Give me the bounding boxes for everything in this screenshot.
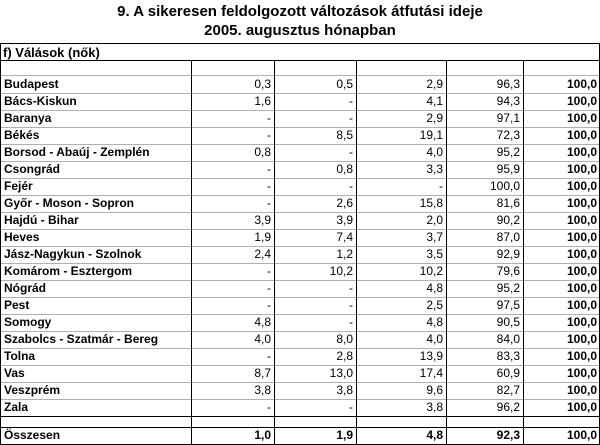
value-cell-1: - — [267, 298, 271, 312]
value-cell-5: 100,0 — [566, 281, 597, 295]
county-name-cell: Heves — [4, 230, 40, 244]
value-cell-2: 1,2 — [336, 247, 353, 261]
value-cell-5: 100,0 — [566, 400, 597, 414]
value-cell-5: 100,0 — [566, 315, 597, 329]
value-cell-5: 100,0 — [566, 264, 597, 278]
value-cell-4: 79,6 — [496, 264, 520, 278]
value-cell-2: 7,4 — [336, 230, 353, 244]
county-name-cell: Csongrád — [4, 162, 61, 176]
value-cell-2: - — [349, 145, 353, 159]
county-name-cell: Budapest — [4, 77, 59, 91]
report-period: 2005. augusztus hónapban — [204, 22, 396, 39]
value-cell-2: 3,9 — [336, 213, 353, 227]
column-border — [523, 60, 524, 444]
value-cell-3: - — [439, 179, 443, 193]
county-name-cell: Jász-Nagykun - Szolnok — [4, 247, 142, 261]
row-divider — [0, 43, 600, 44]
value-cell-1: 3,8 — [254, 383, 271, 397]
value-cell-2: 2,8 — [336, 349, 353, 363]
value-cell-2: 3,8 — [336, 383, 353, 397]
value-cell-3: 13,9 — [419, 349, 443, 363]
value-cell-1: - — [267, 400, 271, 414]
value-cell-1: 8,7 — [254, 366, 271, 380]
table-row — [0, 314, 600, 331]
value-cell-5: 100,0 — [566, 179, 597, 193]
value-cell-5: 100,0 — [566, 428, 597, 442]
table-subtitle: f) Válások (nők) — [3, 45, 100, 60]
value-cell-3: 15,8 — [419, 196, 443, 210]
value-cell-5: 100,0 — [566, 111, 597, 125]
value-cell-2: - — [349, 111, 353, 125]
report-title: 9. A sikeresen feldolgozott változások átfutási ideje — [117, 3, 483, 20]
value-cell-5: 100,0 — [566, 247, 597, 261]
value-cell-3: 4,0 — [426, 145, 443, 159]
county-name-cell: Komárom - Esztergom — [4, 264, 133, 278]
value-cell-4: 95,2 — [496, 281, 520, 295]
value-cell-4: 81,6 — [496, 196, 520, 210]
county-name-cell: Zala — [4, 400, 29, 414]
value-cell-4: 94,3 — [496, 94, 520, 108]
table-row — [0, 127, 600, 144]
value-cell-3: 3,3 — [426, 162, 443, 176]
value-cell-5: 100,0 — [566, 213, 597, 227]
value-cell-4: 92,3 — [496, 428, 520, 442]
value-cell-4: 82,7 — [496, 383, 520, 397]
value-cell-5: 100,0 — [566, 77, 597, 91]
value-cell-5: 100,0 — [566, 383, 597, 397]
row-divider — [0, 60, 600, 61]
county-name-cell: Vas — [4, 366, 25, 380]
table-row — [0, 161, 600, 178]
data-table — [0, 43, 600, 445]
column-border — [356, 60, 357, 444]
value-cell-2: - — [349, 94, 353, 108]
table-row — [0, 297, 600, 314]
value-cell-1: 3,9 — [254, 213, 271, 227]
value-cell-1: - — [267, 281, 271, 295]
value-cell-1: - — [267, 128, 271, 142]
value-cell-5: 100,0 — [566, 196, 597, 210]
value-cell-2: 1,9 — [336, 428, 353, 442]
value-cell-2: 2,6 — [336, 196, 353, 210]
table-row — [0, 399, 600, 416]
table-row — [0, 212, 600, 229]
county-name-cell: Győr - Moson - Sopron — [4, 196, 134, 210]
table-row — [0, 76, 600, 93]
value-cell-1: 0,3 — [254, 77, 271, 91]
value-cell-3: 2,5 — [426, 298, 443, 312]
value-cell-1: - — [267, 111, 271, 125]
county-name-cell: Hajdú - Bihar — [4, 213, 79, 227]
table-row — [0, 229, 600, 246]
value-cell-3: 10,2 — [419, 264, 443, 278]
county-name-cell: Somogy — [4, 315, 52, 329]
column-border — [0, 43, 1, 444]
value-cell-2: - — [349, 179, 353, 193]
value-cell-3: 2,9 — [426, 77, 443, 91]
value-cell-1: 1,6 — [254, 94, 271, 108]
value-cell-3: 19,1 — [419, 128, 443, 142]
table-row — [0, 178, 600, 195]
total-row — [0, 427, 600, 444]
county-name-cell: Fejér — [4, 179, 33, 193]
column-border — [446, 60, 447, 444]
value-cell-5: 100,0 — [566, 349, 597, 363]
value-cell-2: 13,0 — [329, 366, 353, 380]
value-cell-4: 90,2 — [496, 213, 520, 227]
value-cell-1: 1,0 — [254, 428, 271, 442]
value-cell-3: 17,4 — [419, 366, 443, 380]
value-cell-5: 100,0 — [566, 366, 597, 380]
table-row — [0, 195, 600, 212]
value-cell-4: 96,2 — [496, 400, 520, 414]
table-row — [0, 263, 600, 280]
value-cell-3: 4,8 — [426, 428, 443, 442]
value-cell-2: - — [349, 400, 353, 414]
county-name-cell: Szabolcs - Szatmár - Bereg — [4, 332, 159, 346]
value-cell-1: 4,8 — [254, 315, 271, 329]
value-cell-4: 97,1 — [496, 111, 520, 125]
value-cell-4: 60,9 — [496, 366, 520, 380]
value-cell-2: 0,8 — [336, 162, 353, 176]
value-cell-3: 3,7 — [426, 230, 443, 244]
value-cell-1: 1,9 — [254, 230, 271, 244]
value-cell-4: 83,3 — [496, 349, 520, 363]
value-cell-1: - — [267, 349, 271, 363]
table-row — [0, 331, 600, 348]
value-cell-4: 72,3 — [496, 128, 520, 142]
value-cell-1: - — [267, 264, 271, 278]
value-cell-4: 90,5 — [496, 315, 520, 329]
value-cell-3: 3,5 — [426, 247, 443, 261]
county-name-cell: Tolna — [4, 349, 36, 363]
value-cell-4: 96,3 — [496, 77, 520, 91]
table-row — [0, 144, 600, 161]
value-cell-4: 92,9 — [496, 247, 520, 261]
value-cell-1: - — [267, 196, 271, 210]
value-cell-5: 100,0 — [566, 145, 597, 159]
value-cell-4: 97,5 — [496, 298, 520, 312]
county-name-cell: Borsod - Abaúj - Zemplén — [4, 145, 150, 159]
value-cell-2: 10,2 — [329, 264, 353, 278]
table-row — [0, 382, 600, 399]
value-cell-3: 2,9 — [426, 111, 443, 125]
table-row — [0, 110, 600, 127]
value-cell-4: 87,0 — [496, 230, 520, 244]
table-row — [0, 348, 600, 365]
value-cell-4: 100,0 — [489, 179, 520, 193]
table-row — [0, 93, 600, 110]
county-name-cell: Összesen — [4, 428, 61, 442]
value-cell-1: - — [267, 162, 271, 176]
value-cell-5: 100,0 — [566, 332, 597, 346]
column-border — [274, 60, 275, 444]
value-cell-3: 4,8 — [426, 315, 443, 329]
value-cell-2: 8,0 — [336, 332, 353, 346]
county-name-cell: Békés — [4, 128, 40, 142]
table-row — [0, 365, 600, 382]
county-name-cell: Bács-Kiskun — [4, 94, 77, 108]
county-name-cell: Veszprém — [4, 383, 61, 397]
value-cell-2: 0,5 — [336, 77, 353, 91]
county-name-cell: Nógrád — [4, 281, 46, 295]
value-cell-1: 2,4 — [254, 247, 271, 261]
value-cell-2: - — [349, 298, 353, 312]
value-cell-5: 100,0 — [566, 230, 597, 244]
value-cell-3: 4,0 — [426, 332, 443, 346]
value-cell-2: 8,5 — [336, 128, 353, 142]
value-cell-1: 0,8 — [254, 145, 271, 159]
value-cell-3: 2,0 — [426, 213, 443, 227]
value-cell-5: 100,0 — [566, 298, 597, 312]
county-name-cell: Baranya — [4, 111, 52, 125]
value-cell-5: 100,0 — [566, 128, 597, 142]
value-cell-3: 9,6 — [426, 383, 443, 397]
value-cell-4: 95,9 — [496, 162, 520, 176]
column-border — [191, 60, 192, 444]
value-cell-5: 100,0 — [566, 94, 597, 108]
county-name-cell: Pest — [4, 298, 30, 312]
value-cell-3: 3,8 — [426, 400, 443, 414]
value-cell-2: - — [349, 281, 353, 295]
value-cell-1: - — [267, 179, 271, 193]
value-cell-5: 100,0 — [566, 162, 597, 176]
row-divider — [0, 416, 600, 417]
value-cell-3: 4,1 — [426, 94, 443, 108]
value-cell-4: 95,2 — [496, 145, 520, 159]
table-row — [0, 280, 600, 297]
value-cell-2: - — [349, 315, 353, 329]
table-row — [0, 246, 600, 263]
value-cell-1: 4,0 — [254, 332, 271, 346]
value-cell-4: 84,0 — [496, 332, 520, 346]
value-cell-3: 4,8 — [426, 281, 443, 295]
